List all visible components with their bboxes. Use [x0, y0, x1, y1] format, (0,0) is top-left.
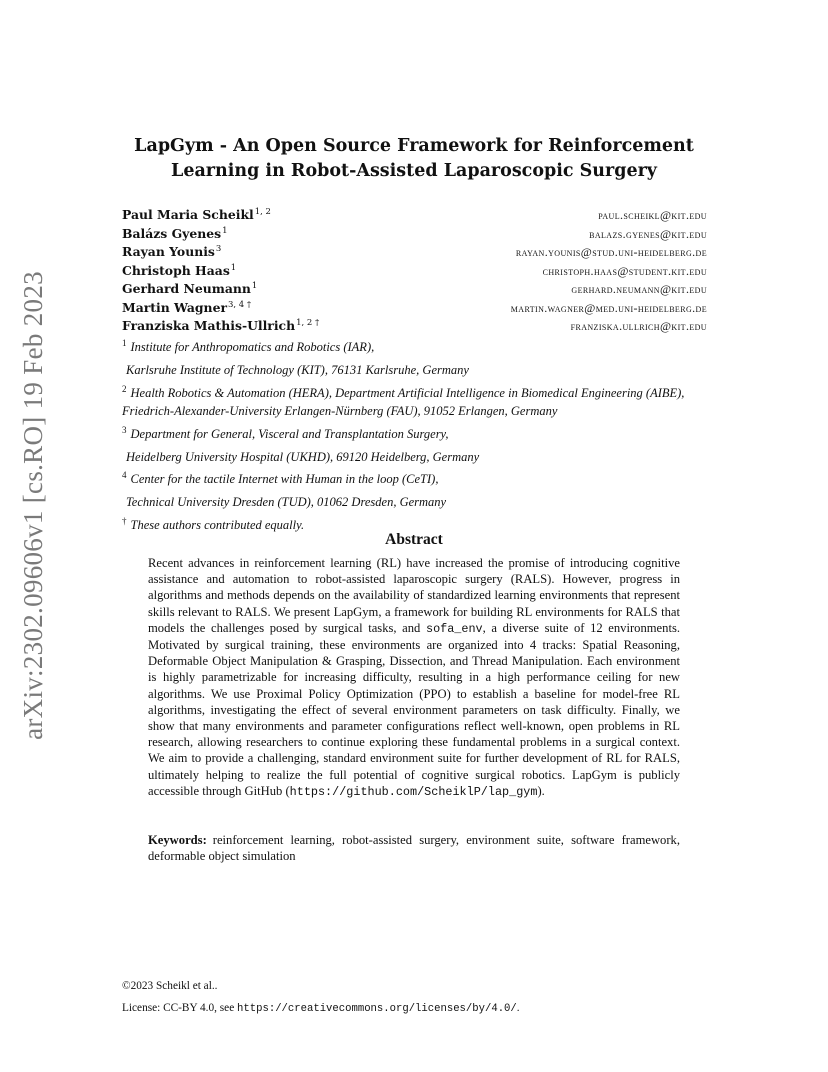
author-email[interactable]: balazs.gyenes@kit.edu — [589, 226, 707, 241]
affiliation-list — [122, 334, 712, 535]
copyright-notice: ©2023 Scheikl et al.. — [122, 980, 218, 992]
affiliation-line: Heidelberg University Hospital (UKHD), 69120 Heidelberg, Germany — [126, 449, 480, 464]
author-email[interactable]: franziska.ullrich@kit.edu — [570, 319, 707, 334]
author-name: Gerhard Neumann$^1$ — [122, 281, 258, 297]
affiliation-line: $^1$ Institute for Anthropomatics and Robotics (IAR), — [122, 338, 375, 355]
author-name: Christoph Haas$^1$ — [122, 262, 237, 278]
author-name: Paul Maria Scheikl$^{1, 2}$ — [122, 207, 271, 223]
author-row — [122, 281, 707, 300]
author-row — [122, 207, 707, 226]
abstract-heading: Abstract — [385, 531, 443, 548]
author-row — [122, 226, 707, 245]
author-email[interactable]: martin.wagner@med.uni-heidelberg.de — [510, 300, 707, 315]
author-list — [122, 207, 707, 337]
author-name: Balázs Gyenes$^1$ — [122, 225, 228, 241]
author-name: Rayan Younis$^3$ — [122, 244, 222, 260]
author-name: Martin Wagner$^{3, 4 \dagger}$ — [122, 299, 252, 315]
github-link[interactable]: https://github.com/ScheiklP/lap_gym — [289, 784, 538, 799]
affiliation-line: $^4$ Center for the tactile Internet with Human in the loop (CeTI), — [122, 470, 439, 487]
author-email[interactable]: christoph.haas@student.kit.edu — [542, 263, 707, 278]
keywords — [148, 832, 680, 864]
license-link[interactable]: https://creativecommons.org/licenses/by/4.0/ — [237, 1003, 517, 1015]
keywords-text: reinforcement learning, robot-assisted surgery, environment suite, software framework, deformable object simulation — [148, 833, 680, 864]
affiliation-line: † These authors contributed equally. — [122, 515, 305, 532]
arxiv-identifier: arXiv:2302.09606v1 [cs.RO] 19 Feb 2023 — [17, 270, 48, 740]
author-row — [122, 244, 707, 263]
arxiv-side-stamp — [10, 270, 56, 740]
affiliation-line: Technical University Dresden (TUD), 01062 Dresden, Germany — [126, 495, 447, 510]
author-name: Franziska Mathis-Ullrich$^{1, 2 \dagger}$ — [122, 318, 320, 334]
code-env-name: sofa_env — [425, 621, 483, 636]
abstract-body: Recent advances in reinforcement learning (RL) have increased the promise of introducing cognitive assistance and automation to robot-assisted laparoscopic surgery (RALS). However, progress in algorithms and methods depends on the availability of standardized learning environments that represent skills relevant to RALS. We present LapGym, a framework for building RL environments for RALS that models the challenges posed by surgical tasks, and sofa_env, a diverse suite of 12 environments. Motivated by surgical training, these environments are organized into 4 tracks: Spatial Reasoning, Deformable Object Manipulation & Grasping, Dissection, and Thread Manipulation. Each environment is highly parametrizable for increasing difficulty, resulting in a high performance ceiling for new algorithms. We use Proximal Policy Optimization (PPO) to establish a baseline for model-free RL algorithms, investigating the effect of several environment parameters on task difficulty. Finally, we show that many environments and parameter configurations reflect well-known, open problems in RL research, allowing researchers to continue exploring these fundamental problems in a surgical context. We aim to provide a challenging, standard environment suite for further development of RL for RALS, ultimately helping to realize the full potential of cognitive surgical robotics. LapGym is publicly accessible through GitHub (https://github.com/ScheiklP/lap_gym). — [148, 556, 680, 799]
author-email[interactable]: paul.scheikl@kit.edu — [598, 208, 707, 223]
affiliation-line: Karlsruhe Institute of Technology (KIT), 76131 Karlsruhe, Germany — [126, 362, 469, 377]
author-row — [122, 300, 707, 319]
license-notice: License: CC-BY 4.0, see https://creativecommons.org/licenses/by/4.0/. — [122, 1002, 520, 1015]
affiliation-line: $^3$ Department for General, Visceral and Transplantation Surgery, — [122, 424, 449, 441]
author-email[interactable]: rayan.younis@stud.uni-heidelberg.de — [515, 245, 707, 260]
paper-title: LapGym - An Open Source Framework for Reinforcement Learning in Robot-Assisted Laparoscopic Surgery — [134, 136, 694, 181]
keywords-label: Keywords: — [148, 833, 207, 847]
author-email[interactable]: gerhard.neumann@kit.edu — [571, 282, 707, 297]
affiliation-line: $^2$ Health Robotics & Automation (HERA), Department Artificial Intelligence in Biomedical Engineering (AIBE), Friedrich-Alexander-University Erlangen-Nürnberg (FAU), 91052 Erlangen, Germany — [122, 383, 685, 419]
author-row — [122, 263, 707, 282]
